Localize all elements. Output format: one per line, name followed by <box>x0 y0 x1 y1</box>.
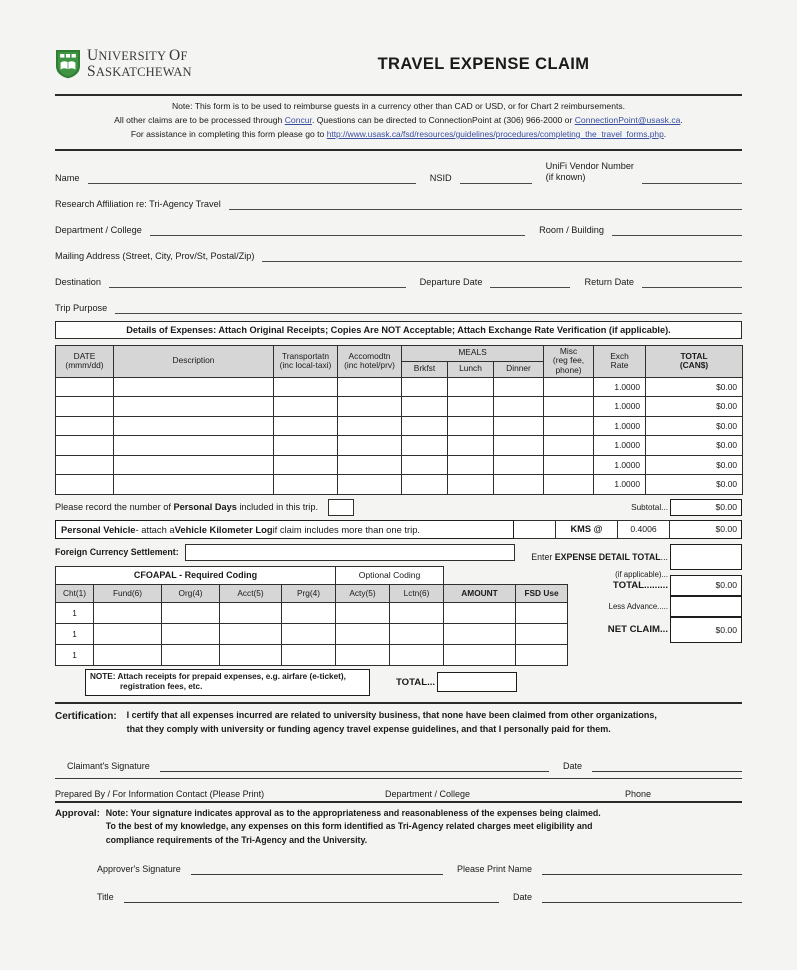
row-mailing-address <box>55 236 742 262</box>
table-row <box>56 475 743 495</box>
net-claim-label: NET CLAIM... <box>607 624 668 636</box>
coding-group-header-row <box>56 566 568 584</box>
prepaid-receipts-note <box>85 669 370 696</box>
prepared-department-label[interactable]: Department / College <box>385 789 471 800</box>
department-college-label: Department / College <box>55 224 142 235</box>
table-row <box>56 416 743 436</box>
vendor-number-label-text: UniFi Vendor Number <box>545 160 634 171</box>
col-cht: Cht(1) <box>56 584 94 602</box>
coding-total-value[interactable] <box>437 672 517 692</box>
cell-rate[interactable]: 1.0000 <box>594 455 646 475</box>
cell-description[interactable] <box>114 377 274 397</box>
cell-accom[interactable] <box>338 397 402 417</box>
details-of-expenses-banner: Details of Expenses: Attach Original Receipts; Copies Are NOT Acceptable; Attach Exchange Rate Verification (if applicable). <box>55 321 742 339</box>
cfoapal-coding-table <box>55 566 568 666</box>
expense-header-row-1 <box>56 345 743 361</box>
claimant-date-input[interactable] <box>592 758 742 772</box>
col-total: TOTAL (CAN$) <box>646 345 743 377</box>
cell-total: $0.00 <box>646 436 743 456</box>
totals-column <box>515 544 742 643</box>
cell-lunch[interactable] <box>448 377 494 397</box>
prepaid-note-line-1: NOTE: Attach receipts for prepaid expenses, e.g. airfare (e-ticket), <box>90 671 346 681</box>
personal-days-input[interactable] <box>328 499 354 516</box>
nsid-input[interactable] <box>460 171 532 184</box>
cell-dinner[interactable] <box>494 475 544 495</box>
foreign-currency-row <box>55 544 515 561</box>
col-lctn: Lctn(6) <box>390 584 444 602</box>
logo-line-1: UNIVERSITY OF <box>87 47 188 65</box>
cell-cht[interactable]: 1 <box>56 623 94 644</box>
approver-date-label: Date <box>512 892 532 903</box>
cell-accom[interactable] <box>338 436 402 456</box>
foreign-currency-input[interactable] <box>185 544 515 561</box>
kms-rate-label: KMS @ <box>556 520 618 539</box>
note-line-2-text-c: . <box>680 114 683 125</box>
cell-misc[interactable] <box>544 397 594 417</box>
col-misc: Misc (reg fee, phone) <box>544 345 594 377</box>
cell-misc[interactable] <box>544 475 594 495</box>
note-line-2-text-a: All other claims are to be processed through <box>114 114 285 125</box>
col-acty: Acty(5) <box>336 584 390 602</box>
row-department-room <box>55 210 742 236</box>
cell-fsd-use <box>516 644 568 665</box>
cell-rate[interactable]: 1.0000 <box>594 377 646 397</box>
cell-transport[interactable] <box>274 455 338 475</box>
cell-lunch[interactable] <box>448 397 494 417</box>
claimant-date-label: Date <box>562 761 582 772</box>
col-meals-group: MEALS <box>402 345 544 361</box>
if-applicable-label: (if applicable)... <box>615 569 668 579</box>
row-destination-dates <box>55 262 742 288</box>
table-row <box>56 644 568 665</box>
personal-vehicle-text: Personal Vehicle - attach a Vehicle Kilometer Log if claim includes more than one trip. <box>55 520 514 539</box>
cell-lunch[interactable] <box>448 436 494 456</box>
note-line-3-text-a: For assistance in completing this form please go to <box>130 128 327 139</box>
cell-fund[interactable] <box>94 623 162 644</box>
destination-input[interactable] <box>109 275 406 288</box>
cell-rate[interactable]: 1.0000 <box>594 475 646 495</box>
col-fund: Fund(6) <box>94 584 162 602</box>
net-claim-row <box>523 617 742 643</box>
table-row <box>56 455 743 475</box>
approver-date-input[interactable] <box>542 889 742 903</box>
cell-misc[interactable] <box>544 377 594 397</box>
cell-total: $0.00 <box>646 416 743 436</box>
cell-accom[interactable] <box>338 416 402 436</box>
approver-title-row <box>55 875 742 903</box>
note-line-2-text-b: . Questions can be directed to ConnectionPoint at (306) 966-2000 or <box>311 114 575 125</box>
cell-total: $0.00 <box>646 475 743 495</box>
cell-misc[interactable] <box>544 416 594 436</box>
coding-and-totals-section <box>55 544 742 666</box>
cell-acty[interactable] <box>336 623 390 644</box>
approver-print-name-label: Please Print Name <box>456 864 532 875</box>
approval-line-1: Note: Your signature indicates approval as to the appropriateness and reasonableness of the expenses being claimed. <box>105 808 601 819</box>
logo-line-2: SASKATCHEWAN <box>87 63 192 80</box>
nsid-label: NSID <box>429 172 452 183</box>
cell-transport[interactable] <box>274 416 338 436</box>
cell-org[interactable] <box>162 623 220 644</box>
note-line-2 <box>55 114 742 128</box>
cell-total: $0.00 <box>646 397 743 417</box>
departure-date-input[interactable] <box>490 275 570 288</box>
cell-fund[interactable] <box>94 644 162 665</box>
cell-cht[interactable]: 1 <box>56 644 94 665</box>
cell-lctn[interactable] <box>390 602 444 623</box>
personal-days-text: Please record the number of Personal Days included in this trip. <box>55 502 319 513</box>
mailing-address-input[interactable] <box>262 249 742 262</box>
vendor-number-sublabel: (if known) <box>545 172 586 183</box>
certification-line-1: I certify that all expenses incurred are related to university business, that none have been claimed from other organizations, <box>126 710 657 721</box>
cell-rate[interactable]: 1.0000 <box>594 436 646 456</box>
concur-link[interactable]: Concur <box>284 114 312 125</box>
certification-label: Certification: <box>55 711 117 723</box>
approval-section <box>55 803 742 847</box>
approval-label: Approval: <box>55 808 100 820</box>
row-name-nsid-vendor <box>55 158 742 184</box>
personal-vehicle-kms-input[interactable] <box>514 520 556 539</box>
form-notes <box>55 96 742 145</box>
vendor-number-label <box>546 161 634 184</box>
departure-date-label: Departure Date <box>419 276 483 287</box>
note-line-1: Note: This form is to be used to reimburse guests in a currency other than CAD or USD, or for Chart 2 reimbursements. <box>171 101 626 111</box>
mailing-address-label: Mailing Address (Street, City, Prov/St, Postal/Zip) <box>55 250 255 261</box>
col-org: Org(4) <box>162 584 220 602</box>
table-row <box>56 602 568 623</box>
cell-fund[interactable] <box>94 602 162 623</box>
cell-brkfst[interactable] <box>402 436 448 456</box>
cell-total: $0.00 <box>646 377 743 397</box>
cell-description[interactable] <box>114 455 274 475</box>
approver-title-label: Title <box>97 892 114 903</box>
col-date: DATE (mmm/dd) <box>56 345 114 377</box>
research-affiliation-input[interactable] <box>229 197 742 210</box>
cell-acct[interactable] <box>220 644 282 665</box>
personal-days-row <box>55 499 742 516</box>
prepared-phone-label[interactable]: Phone <box>625 789 652 800</box>
certification-text <box>127 709 657 736</box>
col-acct: Acct(5) <box>220 584 282 602</box>
name-input[interactable] <box>88 171 416 184</box>
research-affiliation-label: Research Affiliation re: Tri-Agency Travel <box>55 198 221 209</box>
col-dinner: Dinner <box>494 361 544 377</box>
claimant-signature-label: Claimant's Signature <box>67 761 150 772</box>
cell-brkfst[interactable] <box>402 475 448 495</box>
cfoapal-required-coding-header: CFOAPAL - Required Coding <box>56 566 336 584</box>
approval-line-3: compliance requirements of the Tri-Agency and the University. <box>105 834 368 845</box>
table-row <box>56 397 743 417</box>
cell-brkfst[interactable] <box>402 397 448 417</box>
destination-label: Destination <box>55 276 101 287</box>
cell-dinner[interactable] <box>494 377 544 397</box>
less-advance-label: Less Advance..... <box>608 601 668 611</box>
cell-transport[interactable] <box>274 377 338 397</box>
col-description: Description <box>114 345 274 377</box>
cell-transport[interactable] <box>274 436 338 456</box>
cell-brkfst[interactable] <box>402 377 448 397</box>
room-building-input[interactable] <box>612 223 742 236</box>
cell-cht[interactable]: 1 <box>56 602 94 623</box>
kms-rate-value: 0.4006 <box>618 520 670 539</box>
approver-signature-label: Approver's Signature <box>97 864 181 875</box>
expense-details-table <box>55 345 743 495</box>
trip-purpose-input[interactable] <box>115 301 742 314</box>
cell-lctn[interactable] <box>390 644 444 665</box>
cell-brkfst[interactable] <box>402 455 448 475</box>
prepaid-note-line-2: registration fees, etc. <box>120 682 203 692</box>
expense-table-body <box>56 377 743 494</box>
cell-date[interactable] <box>56 436 114 456</box>
expense-detail-total-label: Enter EXPENSE DETAIL TOTAL... <box>531 551 668 562</box>
cell-org[interactable] <box>162 644 220 665</box>
table-row <box>56 377 743 397</box>
net-claim-value: $0.00 <box>670 617 742 643</box>
cell-dinner[interactable] <box>494 436 544 456</box>
less-advance-row <box>523 596 742 617</box>
certification-line-2: that they comply with university or funding agency travel expense guidelines, and that I personally paid for them. <box>126 723 611 734</box>
col-breakfast: Brkfst <box>402 361 448 377</box>
cell-acty[interactable] <box>336 644 390 665</box>
optional-coding-header: Optional Coding <box>336 566 444 584</box>
approver-signature-row <box>55 847 742 875</box>
shield-icon <box>55 49 81 79</box>
cell-rate[interactable]: 1.0000 <box>594 397 646 417</box>
cell-date[interactable] <box>56 475 114 495</box>
cell-prg[interactable] <box>282 644 336 665</box>
cell-dinner[interactable] <box>494 397 544 417</box>
cell-brkfst[interactable] <box>402 416 448 436</box>
note-line-3 <box>55 128 742 142</box>
cell-acct[interactable] <box>220 602 282 623</box>
total-label: TOTAL......... <box>612 579 668 591</box>
cell-amount[interactable] <box>444 602 516 623</box>
col-fsd-use: FSD Use <box>516 584 568 602</box>
note-line-3-text-b: . <box>663 128 667 139</box>
connectionpoint-email-link[interactable]: ConnectionPoint@usask.ca <box>574 114 681 125</box>
university-logo-text <box>87 48 192 80</box>
cell-total: $0.00 <box>646 455 743 475</box>
col-amount: AMOUNT <box>444 584 516 602</box>
total-value: $0.00 <box>670 575 742 596</box>
table-row <box>56 623 568 644</box>
prepared-by-label[interactable]: Prepared By / For Information Contact (Please Print) <box>55 789 265 800</box>
coding-table-body <box>56 602 568 665</box>
cell-lunch[interactable] <box>448 475 494 495</box>
return-date-input[interactable] <box>642 275 742 288</box>
table-row <box>56 436 743 456</box>
row-trip-purpose <box>55 288 742 314</box>
cell-transport[interactable] <box>274 475 338 495</box>
expense-detail-total-row <box>523 544 742 570</box>
approver-print-name-input[interactable] <box>542 861 742 875</box>
cell-description[interactable] <box>114 436 274 456</box>
prepared-by-row <box>55 779 742 799</box>
cell-dinner[interactable] <box>494 455 544 475</box>
name-label: Name <box>55 172 80 183</box>
cell-org[interactable] <box>162 602 220 623</box>
col-exchange-rate: Exch Rate <box>594 345 646 377</box>
col-lunch: Lunch <box>448 361 494 377</box>
subtotal-label: Subtotal... <box>631 502 668 512</box>
approval-line-2: To the best of my knowledge, any expenses on this form identified as Tri-Agency related charges meet eligibility and <box>105 821 593 832</box>
cell-date[interactable] <box>56 397 114 417</box>
col-transportation: Transportatn (inc local-taxi) <box>274 345 338 377</box>
cell-lctn[interactable] <box>390 623 444 644</box>
cell-accom[interactable] <box>338 475 402 495</box>
cell-accom[interactable] <box>338 377 402 397</box>
subtotal-value: $0.00 <box>670 499 742 516</box>
cell-acct[interactable] <box>220 623 282 644</box>
return-date-label: Return Date <box>584 276 634 287</box>
cell-description[interactable] <box>114 475 274 495</box>
coding-total-label: TOTAL... <box>396 676 436 688</box>
less-advance-value[interactable] <box>670 596 742 617</box>
col-prg: Prg(4) <box>282 584 336 602</box>
coding-column-header-row <box>56 584 568 602</box>
approval-text <box>106 807 601 847</box>
cell-rate[interactable]: 1.0000 <box>594 416 646 436</box>
certification-section <box>55 704 742 736</box>
cell-misc[interactable] <box>544 455 594 475</box>
claimant-signature-row <box>55 742 742 772</box>
cell-amount[interactable] <box>444 623 516 644</box>
note-total-row <box>55 669 742 696</box>
cell-misc[interactable] <box>544 436 594 456</box>
approver-title-input[interactable] <box>124 889 499 903</box>
coding-column <box>55 544 559 666</box>
department-college-input[interactable] <box>150 223 525 236</box>
cell-date[interactable] <box>56 377 114 397</box>
cell-prg[interactable] <box>282 602 336 623</box>
cell-description[interactable] <box>114 397 274 417</box>
cell-amount[interactable] <box>444 644 516 665</box>
claimant-fields <box>55 151 742 314</box>
row-research-affiliation <box>55 184 742 210</box>
room-building-label: Room / Building <box>539 224 604 235</box>
form-header <box>55 38 742 90</box>
vendor-number-input[interactable] <box>642 171 742 184</box>
col-accommodation: Accomodtn (inc hotel/prv) <box>338 345 402 377</box>
personal-vehicle-total: $0.00 <box>670 520 742 539</box>
cell-prg[interactable] <box>282 623 336 644</box>
university-logo <box>55 48 265 80</box>
cell-accom[interactable] <box>338 455 402 475</box>
cell-description[interactable] <box>114 416 274 436</box>
cell-date[interactable] <box>56 455 114 475</box>
expense-detail-total-value[interactable] <box>670 544 742 570</box>
trip-purpose-label: Trip Purpose <box>55 302 108 313</box>
cell-transport[interactable] <box>274 397 338 417</box>
cell-dinner[interactable] <box>494 416 544 436</box>
travel-form-guide-link[interactable]: http://www.usask.ca/fsd/resources/guidelines/procedures/completing_the_travel_forms.php <box>326 128 664 139</box>
page-title: TRAVEL EXPENSE CLAIM <box>377 54 590 73</box>
approver-signature-input[interactable] <box>191 861 443 875</box>
cell-lunch[interactable] <box>448 455 494 475</box>
claimant-signature-input[interactable] <box>160 758 549 772</box>
foreign-currency-label: Foreign Currency Settlement: <box>55 547 179 558</box>
cell-lunch[interactable] <box>448 416 494 436</box>
cell-acty[interactable] <box>336 602 390 623</box>
cell-date[interactable] <box>56 416 114 436</box>
personal-vehicle-row <box>55 520 742 539</box>
